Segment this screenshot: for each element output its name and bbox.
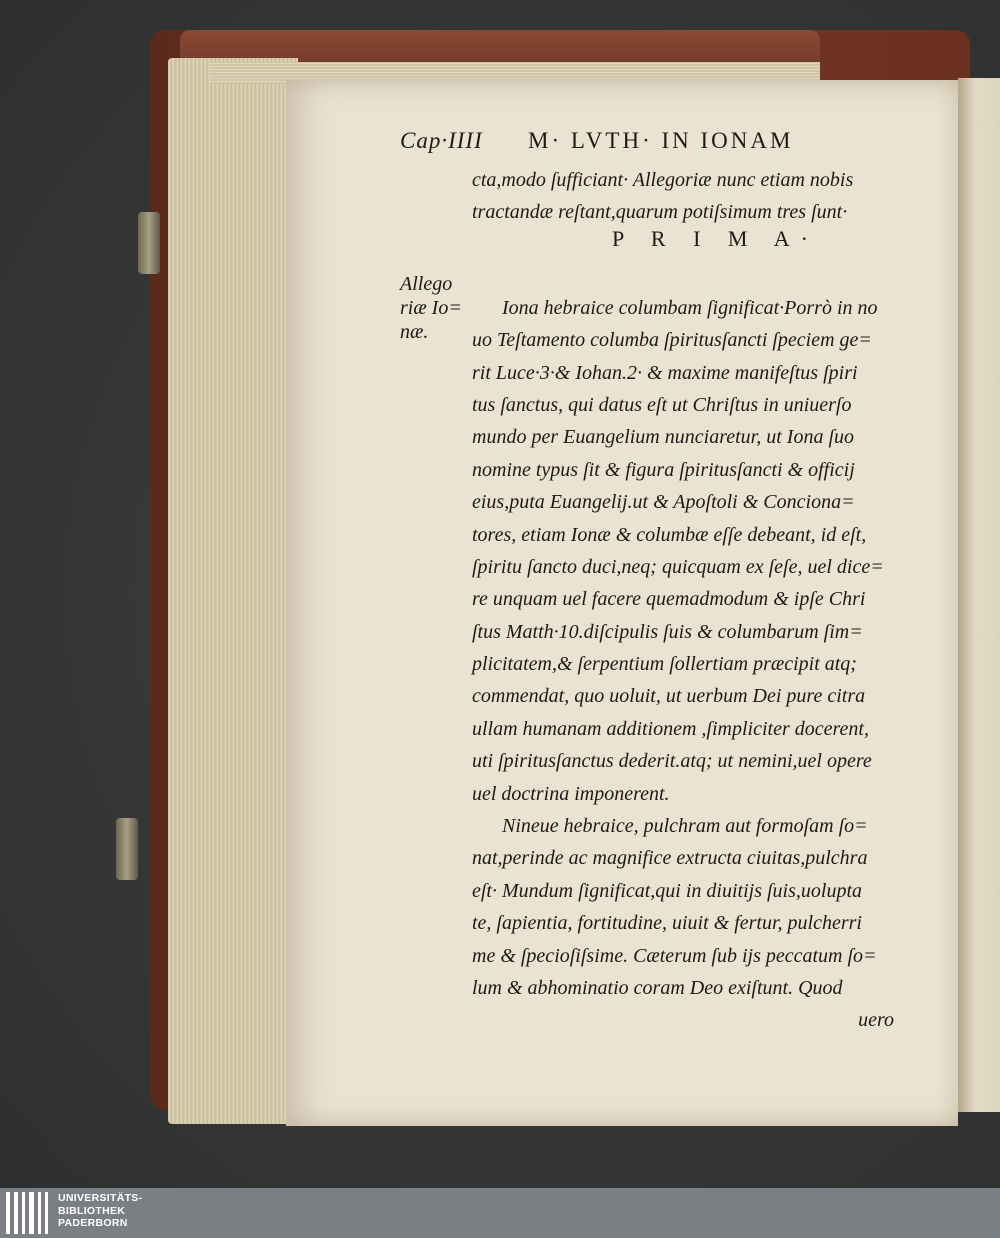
text-line: me & ſpecioſiſsime. Cæterum ſub ijs peccatum ſo= (472, 944, 877, 967)
clasp-upper (138, 212, 160, 274)
catchword: uero (858, 1009, 894, 1032)
text-line: eius,puta Euangelij.ut & Apoſtoli & Conciona= (472, 491, 855, 514)
text-line: commendat, quo uoluit, ut uerbum Dei pure citra (472, 685, 866, 708)
text-line: te, ſapientia, fortitudine, uiuit & fertur, pulcherri (472, 912, 862, 935)
text-line: ſtus Matth·10.diſcipulis ſuis & columbarum ſim= (472, 620, 863, 643)
page-edges (168, 58, 298, 1124)
footer-bar (0, 1188, 1000, 1238)
text-line: tractandæ reſtant,quarum potiſsimum tres ſunt· (472, 201, 848, 224)
text-line: uti ſpiritusſanctus dederit.atq; ut nemini,uel opere (472, 750, 872, 773)
text-line: Nineue hebraice, pulchram aut formoſam ſo= (502, 815, 868, 838)
text-line: tus ſanctus, qui datus eſt ut Chriſtus in uniuerſo (472, 393, 852, 416)
running-title: M· LVTH· IN IONAM (528, 128, 794, 153)
text-line: uel doctrina imponerent. (472, 782, 670, 805)
text-line: ullam humanam additionem ,ſimpliciter docerent, (472, 717, 869, 740)
text-line: re unquam uel facere quemadmodum & ipſe Chri (472, 588, 866, 611)
text-line: mundo per Euangelium nunciaretur, ut Iona ſuo (472, 426, 855, 449)
section-heading: P R I M A· (612, 226, 819, 251)
text-line: nat,perinde ac magnifice extructa ciuitas,pulchra (472, 847, 868, 870)
running-header (400, 128, 850, 164)
library-name (58, 1192, 142, 1230)
margin-note-line: næ. (400, 321, 429, 343)
body-text (472, 164, 902, 1037)
clasp-lower (116, 818, 138, 880)
library-name-line: UNIVERSITÄTS- (58, 1192, 143, 1204)
text-line: tores, etiam Ionæ & columbæ eſſe debeant, id eſt, (472, 523, 867, 546)
library-name-line: BIBLIOTHEK (58, 1204, 126, 1217)
text-line: lum & abhominatio coram Deo exiſtunt. Quod (472, 976, 843, 999)
text-line: ſpiritu ſancto duci,neq; quicquam ex ſeſe, uel dice= (472, 555, 884, 578)
text-line: Iona hebraice columbam ſignificat·Porrò in no (502, 296, 878, 319)
text-line: cta,modo ſufficiant· Allegoriæ nunc etiam nobis (472, 169, 854, 191)
text-line: nomine typus ſit & figura ſpiritusſancti & officij (472, 458, 855, 481)
chapter-number: Cap·IIII (400, 128, 483, 153)
facing-page-edge (958, 78, 1000, 1112)
text-line: uo Teſtamento columba ſpiritusſancti ſpeciem ge= (472, 329, 872, 352)
margin-note-line: riæ Io= (400, 297, 462, 319)
heading-space (472, 229, 902, 292)
margin-note-line: Allego (400, 273, 453, 295)
text-line: eſt· Mundum ſignificat,qui in diuitijs ſuis,uolupta (472, 879, 862, 902)
text-line: plicitatem,& ſerpentium ſollertiam præcipit atq; (472, 653, 857, 676)
library-logo-icon (6, 1192, 50, 1234)
text-line: rit Luce·3·& Iohan.2· & maxime manifeſtus ſpiri (472, 361, 858, 384)
library-name-line: PADERBORN (58, 1217, 128, 1229)
margin-note (400, 272, 462, 344)
